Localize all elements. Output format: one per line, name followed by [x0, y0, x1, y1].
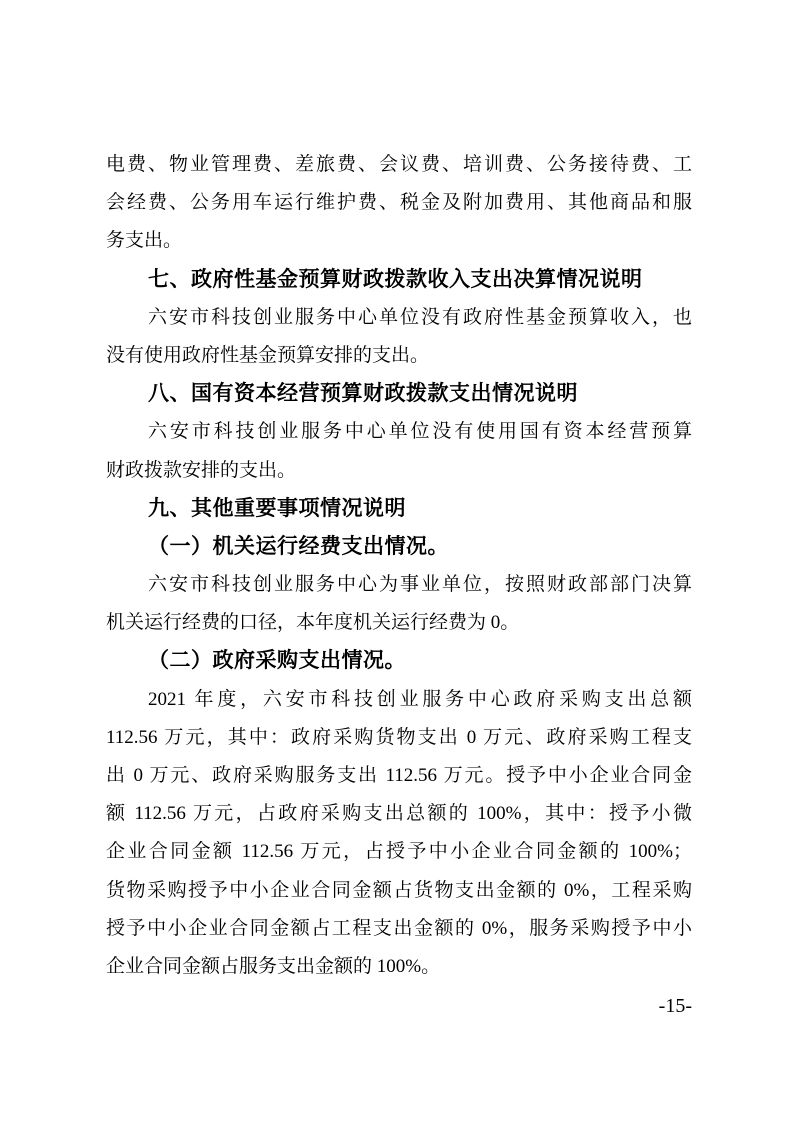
paragraph-line: 企业合同金额占服务支出金额的 100%。 [106, 955, 441, 977]
paragraph-line: 六安市科技创业服务中心单位没有使用国有资本经营预算 [148, 421, 692, 443]
paragraph-line: 出 0 万元、政府采购服务支出 112.56 万元。授予中小企业合同金 [106, 765, 692, 786]
heading-section-9: 九、其他重要事项情况说明 [148, 496, 406, 520]
paragraph-line: 务支出。 [106, 230, 183, 252]
paragraph-line: 企业合同金额 112.56 万元，占授予中小企业合同金额的 100%； [106, 841, 692, 863]
paragraph-line: 六安市科技创业服务中心为事业单位，按照财政部部门决算 [148, 574, 692, 596]
page-footer [106, 994, 692, 1018]
paragraph-line: 112.56 万元，其中：政府采购货物支出 0 万元、政府采购工程支 [106, 726, 692, 748]
paragraph-line: 六安市科技创业服务中心单位没有政府性基金预算收入，也 [148, 306, 692, 328]
paragraph-line: 货物采购授予中小企业合同金额占货物支出金额的 0%，工程采购 [106, 879, 692, 901]
heading-subsection-1: （一）机关运行经费支出情况。 [148, 534, 449, 558]
paragraph-line: 授予中小企业合同金额占工程支出金额的 0%，服务采购授予中小 [106, 917, 692, 939]
paragraph-line: 电费、物业管理费、差旅费、会议费、培训费、公务接待费、工 [106, 154, 692, 175]
heading-section-7: 七、政府性基金预算财政拨款收入支出决算情况说明 [148, 267, 643, 291]
paragraph-line: 没有使用政府性基金预算安排的支出。 [106, 344, 430, 366]
page-number: -15- [658, 995, 692, 1018]
paragraph-line: 2021 年度，六安市科技创业服务中心政府采购支出总额 [148, 688, 692, 710]
heading-section-8: 八、国有资本经营预算财政拨款支出情况说明 [148, 382, 578, 406]
paragraph-line: 机关运行经费的口径，本年度机关运行经费为 0。 [106, 612, 520, 634]
paragraph-line: 财政拨款安排的支出。 [106, 459, 297, 481]
paragraph-line: 会经费、公务用车运行维护费、税金及附加费用、其他商品和服 [106, 192, 692, 214]
paragraph-line: 额 112.56 万元，占政府采购支出总额的 100%，其中：授予小微 [106, 803, 692, 825]
heading-subsection-2: （二）政府采购支出情况。 [148, 649, 406, 673]
